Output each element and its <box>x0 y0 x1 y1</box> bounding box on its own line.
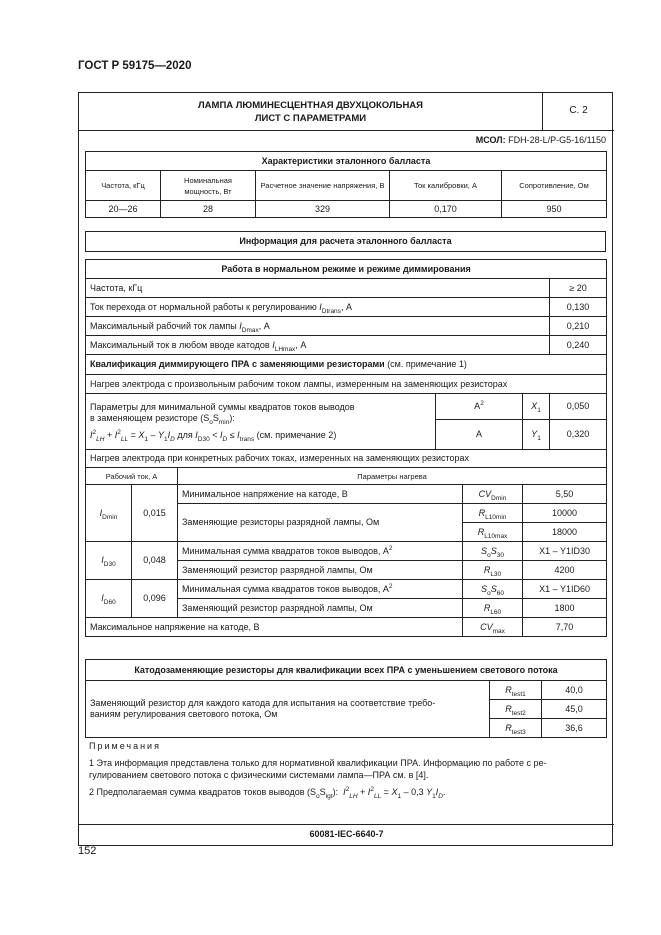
param-y-value: 0,320 <box>550 420 607 450</box>
calc-info-table <box>85 231 606 252</box>
group-d60-label2: Заменяющий резистор разрядной лампы, Ом <box>178 599 463 618</box>
ballast-title: Характеристики эталонного балласта <box>86 152 607 171</box>
group-d30-label1: Минимальная сумма квадратов токов выводов, $А^2$ <box>178 542 463 561</box>
ballast-resistance: 950 <box>502 201 607 218</box>
max-cv-param: $CV_{max}$ <box>463 618 523 637</box>
qual-heat-line2: Нагрев электрода при конкретных рабочих токах, измеренных на заменяющих резисторах <box>86 450 607 468</box>
ballast-freq: 20—26 <box>86 201 161 218</box>
qual-param-text: Параметры для минимальной суммы квадратов токов выводов в заменяющем резисторе $(S_oS_{min})$: $I^2_{LH} + I^2_{LL} = X_1 - Y_1I_D$ для $I_{D30} < I_D \le I_{trans}$ (см. примечание 2) <box>86 394 436 450</box>
cathode-table <box>85 659 607 738</box>
max-cv-value: 7,70 <box>523 618 607 637</box>
param-x: $X_1$ <box>523 394 550 420</box>
group-d60-param1: $S_oS_{60}$ <box>463 580 523 599</box>
title-block <box>79 93 614 131</box>
normal-lhmax-value: 0,240 <box>550 336 607 355</box>
mcol-code <box>476 135 606 145</box>
normal-row-dmax: Максимальный рабочий ток лампы $I_{Dmax}$, А <box>86 317 550 336</box>
group-dmin-param3: $R_{L10max}$ <box>463 523 523 542</box>
sheet-title <box>79 93 543 130</box>
col-params: Параметры нагрева <box>178 468 607 485</box>
param-x-value: 0,050 <box>550 394 607 420</box>
notes <box>89 740 604 803</box>
sheet-page: С. 2 <box>569 105 588 116</box>
page-number: 152 <box>78 845 97 857</box>
param-a: $A^2$ <box>436 394 523 420</box>
cathode-value3: 36,6 <box>542 719 607 738</box>
param-y: $Y_1$ <box>523 420 550 450</box>
group-d60-param2: $R_{L60}$ <box>463 599 523 618</box>
group-dmin-current: 0,015 <box>132 485 178 542</box>
parameter-sheet <box>78 92 613 846</box>
group-d60-symbol: $I_{D60}$ <box>86 580 132 618</box>
ballast-col-freq: Частота, кГц <box>86 171 161 201</box>
cathode-desc: Заменяющий резистор для каждого катода для испытания на соответствие требо- ваниям регулирования светового потока, Ом <box>86 681 490 738</box>
group-d30-label2: Заменяющий резистор разрядной лампы, Ом <box>178 561 463 580</box>
cathode-title: Катодозаменяющие резисторы для квалификации всех ПРА с уменьшением светового потока <box>86 660 607 681</box>
normal-freq-value: ≥ 20 <box>550 279 607 298</box>
ballast-table <box>85 151 607 218</box>
group-d60-value1: X1 – Y1ID60 <box>523 580 607 599</box>
group-dmin-label1: Минимальное напряжение на катоде, В <box>178 485 463 504</box>
normal-row-freq: Частота, кГц <box>86 279 550 298</box>
group-d60-current: 0,096 <box>132 580 178 618</box>
group-d30-param2: $R_{L30}$ <box>463 561 523 580</box>
ballast-power: 28 <box>161 201 256 218</box>
normal-row-trans: Ток перехода от нормальной работы к регулированию $I_{Dtrans}$, А <box>86 298 550 317</box>
group-d30-symbol: $I_{D30}$ <box>86 542 132 580</box>
group-d60-value2: 1800 <box>523 599 607 618</box>
col-current: Рабочий ток, А <box>86 468 178 485</box>
notes-heading: Примечания <box>89 741 161 751</box>
ballast-col-resistance: Сопротивление, Ом <box>502 171 607 201</box>
ballast-voltage: 329 <box>256 201 390 218</box>
group-dmin-value1: 5,50 <box>523 485 607 504</box>
sheet-title-line2: ЛИСТ С ПАРАМЕТРАМИ <box>254 113 367 124</box>
group-dmin-param2: $R_{L10min}$ <box>463 504 523 523</box>
group-d30-current: 0,048 <box>132 542 178 580</box>
normal-row-lhmax: Максимальный ток в любом вводе катодов $I_{LHmax}$, А <box>86 336 550 355</box>
params-table <box>85 259 607 637</box>
group-d30-param1: $S_oS_{30}$ <box>463 542 523 561</box>
group-dmin-value3: 18000 <box>523 523 607 542</box>
note-2: 2 Предполагаемая сумма квадратов токов выводов $(S_oS_{lgt})$: $I^2_{LH} + I^2_{LL} = X_1 - 0,3$ $Y_1I_D$. <box>89 786 446 800</box>
document-code: 60081-IEC-6640-7 <box>79 824 614 839</box>
ballast-current: 0,170 <box>390 201 502 218</box>
qual-title: Квалификация диммирующего ПРА с заменяющими резисторами (см. примечание 1) <box>86 355 607 375</box>
sheet-title-line1: ЛАМПА ЛЮМИНЕСЦЕНТНАЯ ДВУХЦОКОЛЬНАЯ <box>198 100 423 111</box>
group-d60-label1: Минимальная сумма квадратов токов выводов, $А^2$ <box>178 580 463 599</box>
group-dmin-value2: 10000 <box>523 504 607 523</box>
ballast-col-power: Номинальная мощность, Вт <box>161 171 256 201</box>
cathode-value1: 40,0 <box>542 681 607 700</box>
normal-title: Работа в нормальном режиме и режиме диммирования <box>86 260 607 279</box>
normal-trans-value: 0,130 <box>550 298 607 317</box>
calc-info-title: Информация для расчета эталонного балласта <box>86 232 606 252</box>
max-cv-label: Максимальное напряжение на катоде, В <box>86 618 463 637</box>
note-1: 1 Эта информация представлена только для нормативной квалификации ПРА. Информацию по работе с ре-гулированием светового потока с физическими системами лампа—ПРА см. в [4]. <box>89 758 547 780</box>
group-dmin-symbol: $I_{Dmin}$ <box>86 485 132 542</box>
group-dmin-param1: $CV_{Dmin}$ <box>463 485 523 504</box>
standard-header: ГОСТ Р 59175—2020 <box>78 60 192 72</box>
group-d30-value1: X1 – Y1ID30 <box>523 542 607 561</box>
cathode-param1: $R_{test1}$ <box>490 681 542 700</box>
cathode-param2: $R_{test2}$ <box>490 700 542 719</box>
ballast-col-voltage: Расчетное значение напряжения, В <box>256 171 390 201</box>
normal-dmax-value: 0,210 <box>550 317 607 336</box>
cathode-param3: $R_{test3}$ <box>490 719 542 738</box>
cathode-value2: 45,0 <box>542 700 607 719</box>
group-dmin-label2: Заменяющие резисторы разрядной лампы, Ом <box>178 504 463 542</box>
mcol-label: МСОЛ: <box>475 135 506 145</box>
mcol-value: FDH-28-L/P-G5-16/1150 <box>508 135 606 145</box>
param-a2: A <box>436 420 523 450</box>
ballast-col-current: Ток калибровки, А <box>390 171 502 201</box>
group-d30-value2: 4200 <box>523 561 607 580</box>
qual-heat-line: Нагрев электрода с произвольным рабочим током лампы, измеренным на заменяющих резисторах <box>86 375 607 394</box>
